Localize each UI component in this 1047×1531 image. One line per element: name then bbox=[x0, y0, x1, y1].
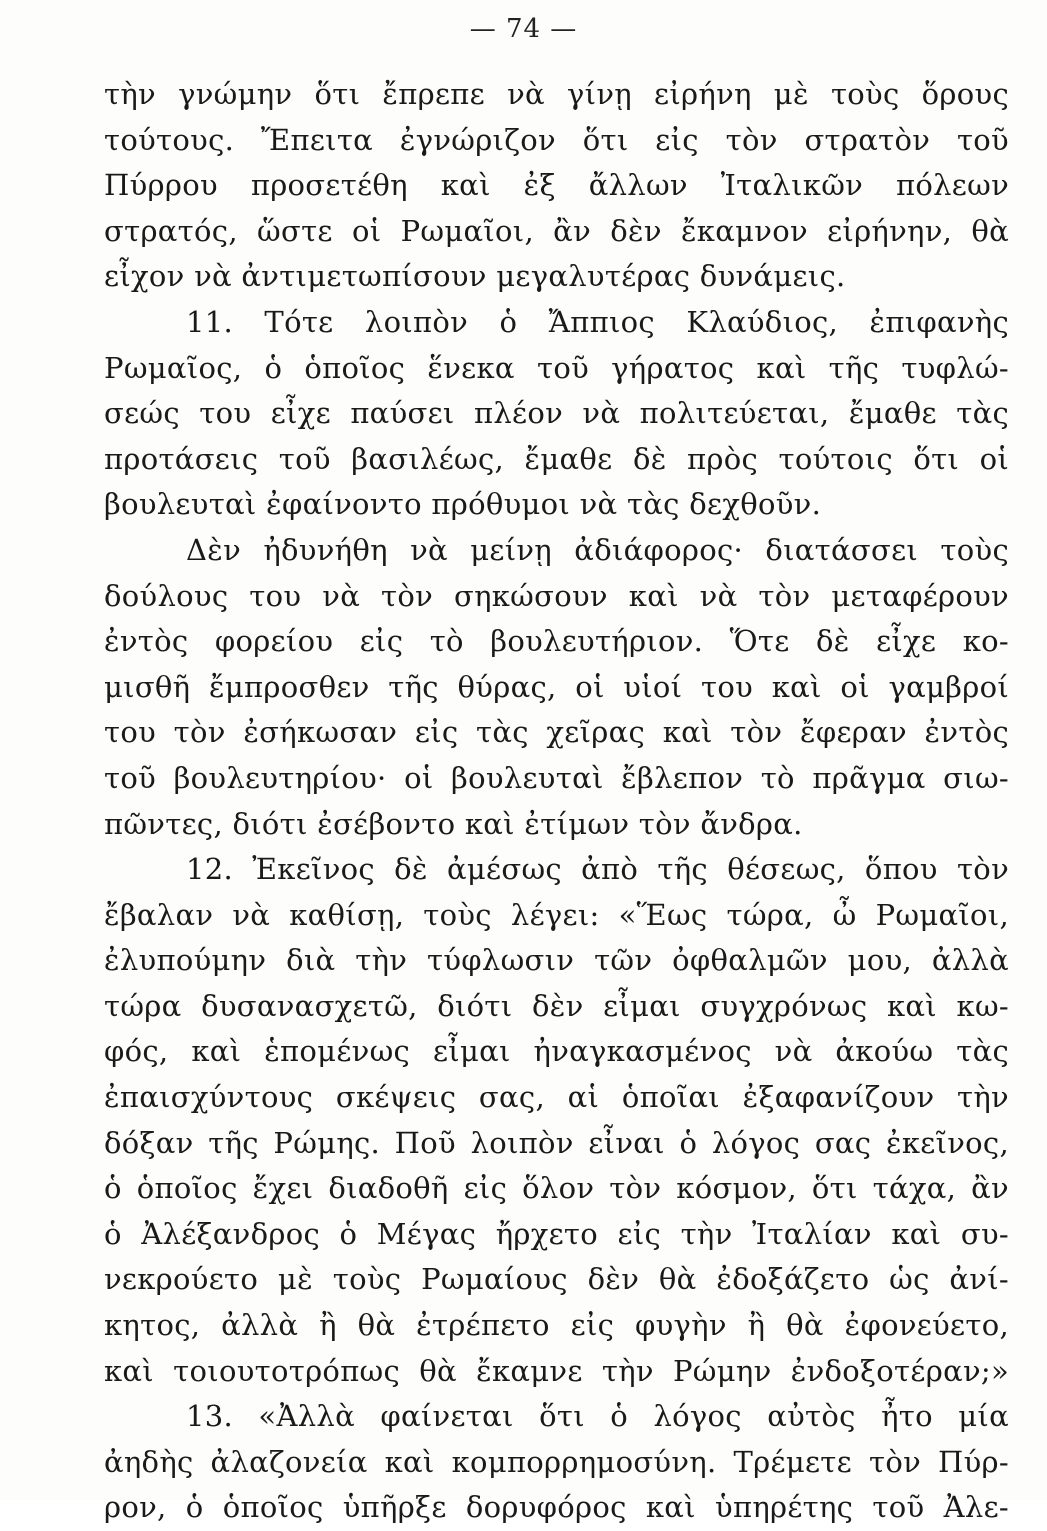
text-line: τοῦ βουλευτηρίου· οἱ βουλευταὶ ἔβλεπον τὸ πρᾶγμα σιω- bbox=[104, 760, 1009, 795]
text-line: ὁ Ἀλέξανδρος ὁ Μέγας ἤρχετο εἰς τὴν Ἰταλίαν καὶ συ- bbox=[104, 1216, 1009, 1251]
text-line: καὶ τοιουτοτρόπως θὰ ἔκαμνε τὴν Ρώμην ἐνδοξοτέραν;» bbox=[104, 1353, 1009, 1388]
text-line: ἀηδὴς ἀλαζονεία καὶ κομπορρημοσύνη. Τρέμετε τὸν Πύρ- bbox=[104, 1444, 1009, 1479]
text-line: τούτους. Ἔπειτα ἐγνώριζον ὅτι εἰς τὸν στρατὸν τοῦ bbox=[104, 122, 1009, 157]
text-line: ὁ ὁποῖος ἔχει διαδοθῆ εἰς ὅλον τὸν κόσμον, ὅτι τάχα, ἂν bbox=[104, 1171, 1009, 1206]
text-line: Πύρρου προσετέθη καὶ ἐξ ἄλλων Ἰταλικῶν πόλεων bbox=[104, 168, 1009, 203]
text-line: νεκρούετο μὲ τοὺς Ρωμαίους δὲν θὰ ἐδοξάζετο ὡς ἀνί- bbox=[104, 1262, 1009, 1297]
text-line: σεώς του εἶχε παύσει πλέον νὰ πολιτεύεται, ἔμαθε τὰς bbox=[104, 396, 1009, 431]
text-line: τὴν γνώμην ὅτι ἔπρεπε νὰ γίνῃ εἰρήνη μὲ τοὺς ὅρους bbox=[104, 77, 1009, 111]
text-line: προτάσεις τοῦ βασιλέως, ἔμαθε δὲ πρὸς τούτοις ὅτι οἱ bbox=[104, 441, 1009, 476]
text-line: ἐπαισχύντους σκέψεις σας, αἱ ὁποῖαι ἐξαφανίζουν τὴν bbox=[104, 1080, 1009, 1115]
text-line: στρατός, ὥστε οἱ Ρωμαῖοι, ἂν δὲν ἔκαμνον εἰρήνην, θὰ bbox=[104, 213, 1009, 248]
text-line: ἔβαλαν νὰ καθίσῃ, τοὺς λέγει: «Ἕως τώρα, ὦ Ρωμαῖοι, bbox=[104, 897, 1009, 932]
page-number: — 74 — bbox=[469, 14, 578, 44]
text-line: βουλευταὶ ἐφαίνοντο πρόθυμοι νὰ τὰς δεχθοῦν. bbox=[104, 487, 822, 522]
text-line: 11. Τότε λοιπὸν ὁ Ἄππιος Κλαύδιος, ἐπιφανὴς bbox=[186, 304, 1009, 339]
text-line: φός, καὶ ἑπομένως εἶμαι ἠναγκασμένος νὰ ἀκούω τὰς bbox=[104, 1034, 1009, 1069]
text-line: ρον, ὁ ὁποῖος ὑπῆρξε δορυφόρος καὶ ὑπηρέτης τοῦ Ἀλε- bbox=[104, 1490, 1009, 1525]
body-text bbox=[104, 72, 1009, 1531]
text-line: δούλους του νὰ τὸν σηκώσουν καὶ νὰ τὸν μεταφέρουν bbox=[104, 578, 1009, 613]
text-line: 12. Ἐκεῖνος δὲ ἀμέσως ἀπὸ τῆς θέσεως, ὅπου τὸν bbox=[186, 852, 1009, 887]
text-line: ἐντὸς φορείου εἰς τὸ βουλευτήριον. Ὅτε δὲ εἶχε κο- bbox=[104, 624, 1009, 659]
text-line: κητος, ἀλλὰ ἢ θὰ ἐτρέπετο εἰς φυγὴν ἢ θὰ ἐφονεύετο, bbox=[104, 1308, 1009, 1343]
text-line: ἐλυπούμην διὰ τὴν τύφλωσιν τῶν ὀφθαλμῶν μου, ἀλλὰ bbox=[104, 943, 1009, 978]
text-line: πῶντες, διότι ἐσέβοντο καὶ ἐτίμων τὸν ἄνδρα. bbox=[104, 806, 803, 841]
text-line: Ρωμαῖος, ὁ ὁποῖος ἕνεκα τοῦ γήρατος καὶ τῆς τυφλώ- bbox=[104, 350, 1009, 385]
text-line: Δὲν ἠδυνήθη νὰ μείνῃ ἀδιάφορος· διατάσσει τοὺς bbox=[186, 532, 1009, 567]
text-line: 13. «Ἀλλὰ φαίνεται ὅτι ὁ λόγος αὐτὸς ἦτο μία bbox=[186, 1399, 1009, 1434]
text-line: του τὸν ἐσήκωσαν εἰς τὰς χεῖρας καὶ τὸν ἔφεραν ἐντὸς bbox=[104, 715, 1009, 750]
text-line: μισθῆ ἔμπροσθεν τῆς θύρας, οἱ υἱοί του καὶ οἱ γαμβροί bbox=[104, 669, 1009, 704]
text-line: εἶχον νὰ ἀντιμετωπίσουν μεγαλυτέρας δυνάμεις. bbox=[104, 259, 846, 294]
text-line: τώρα δυσανασχετῶ, διότι δὲν εἶμαι συγχρόνως καὶ κω- bbox=[104, 988, 1009, 1023]
text-line: δόξαν τῆς Ρώμης. Ποῦ λοιπὸν εἶναι ὁ λόγος σας ἐκεῖνος, bbox=[104, 1125, 1009, 1160]
